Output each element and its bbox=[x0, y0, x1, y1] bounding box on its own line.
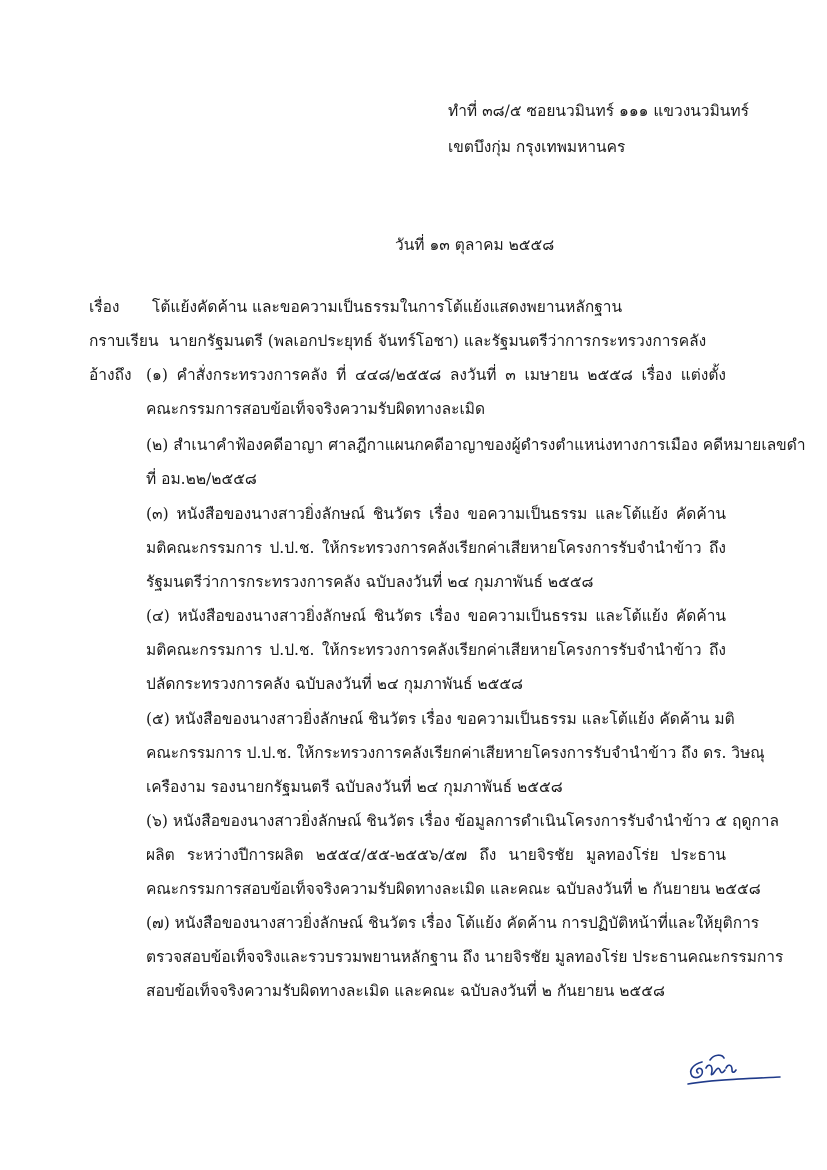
reference-line: คณะกรรมการ ป.ป.ช. ให้กระทรวงการคลังเรียกค่าเสียหายโครงการรับจำนำข้าว ถึง ดร. วิษณุ bbox=[146, 744, 765, 762]
reference-line: ปลัดกระทรวงการคลัง ฉบับลงวันที่ ๒๔ กุมภาพันธ์ ๒๕๕๘ bbox=[146, 675, 524, 693]
reference-line: (๑) คำสั่งกระทรวงการคลัง ที่ ๔๔๘/๒๕๕๘ ลงวันที่ ๓ เมษายน ๒๕๕๘ เรื่อง แต่งตั้ง bbox=[146, 366, 726, 384]
reference-line: (๒) สำเนาคำฟ้องคดีอาญา ศาลฎีกาแผนกคดีอาญาของผู้ดำรงตำแหน่งทางการเมือง คดีหมายเลขดำ bbox=[146, 436, 806, 454]
sender-address-line-1: ทำที่ ๓๘/๕ ซอยนวมินทร์ ๑๑๑ แขวงนวมินทร์ bbox=[448, 102, 749, 120]
handwritten-initials-signature bbox=[680, 1040, 790, 1090]
reference-line: คณะกรรมการสอบข้อเท็จจริงความรับผิดทางละเมิด และคณะ ฉบับลงวันที่ ๒ กันยายน ๒๕๕๘ bbox=[146, 880, 761, 898]
reference-line: สอบข้อเท็จจริงความรับผิดทางละเมิด และคณะ ฉบับลงวันที่ ๒ กันยายน ๒๕๕๘ bbox=[146, 982, 665, 1000]
reference-line: เครืองาม รองนายกรัฐมนตรี ฉบับลงวันที่ ๒๔ กุมภาพันธ์ ๒๕๕๘ bbox=[146, 778, 563, 796]
reference-line: (๔) หนังสือของนางสาวยิ่งลักษณ์ ชินวัตร เรื่อง ขอความเป็นธรรม และโต้แย้ง คัดค้าน bbox=[146, 607, 726, 625]
reference-line: ที่ อม.๒๒/๒๕๕๘ bbox=[146, 470, 257, 488]
reference-line: ตรวจสอบข้อเท็จจริงและรวบรวมพยานหลักฐาน ถึง นายจิรชัย มูลทองโร่ย ประธานคณะกรรมการ bbox=[146, 948, 784, 966]
addressee-text: นายกรัฐมนตรี (พลเอกประยุทธ์ จันทร์โอชา) และรัฐมนตรีว่าการกระทรวงการคลัง bbox=[169, 332, 707, 350]
reference-label: อ้างถึง bbox=[89, 366, 132, 384]
reference-line: มติคณะกรรมการ ป.ป.ช. ให้กระทรวงการคลังเรียกค่าเสียหายโครงการรับจำนำข้าว ถึง bbox=[146, 641, 726, 659]
reference-line: คณะกรรมการสอบข้อเท็จจริงความรับผิดทางละเมิด bbox=[146, 400, 486, 418]
addressee-label: กราบเรียน bbox=[89, 332, 159, 350]
subject-label: เรื่อง bbox=[89, 298, 120, 316]
reference-line: มติคณะกรรมการ ป.ป.ช. ให้กระทรวงการคลังเรียกค่าเสียหายโครงการรับจำนำข้าว ถึง bbox=[146, 539, 726, 557]
reference-line: ผลิต ระหว่างปีการผลิต ๒๕๕๔/๕๕-๒๕๕๖/๕๗ ถึง นายจิรชัย มูลทองโร่ย ประธาน bbox=[146, 846, 726, 864]
subject-text: โต้แย้งคัดค้าน และขอความเป็นธรรมในการโต้แย้งแสดงพยานหลักฐาน bbox=[152, 298, 623, 316]
reference-line: (๖) หนังสือของนางสาวยิ่งลักษณ์ ชินวัตร เรื่อง ข้อมูลการดำเนินโครงการรับจำนำข้าว ๕ ฤดูกาล bbox=[146, 812, 780, 830]
letter-date: วันที่ ๑๓ ตุลาคม ๒๕๕๘ bbox=[395, 236, 555, 254]
reference-line: (๕) หนังสือของนางสาวยิ่งลักษณ์ ชินวัตร เรื่อง ขอความเป็นธรรม และโต้แย้ง คัดค้าน มติ bbox=[146, 710, 735, 728]
reference-line: (๓) หนังสือของนางสาวยิ่งลักษณ์ ชินวัตร เรื่อง ขอความเป็นธรรม และโต้แย้ง คัดค้าน bbox=[146, 505, 726, 523]
sender-address-line-2: เขตบึงกุ่ม กรุงเทพมหานคร bbox=[448, 138, 626, 156]
reference-line: รัฐมนตรีว่าการกระทรวงการคลัง ฉบับลงวันที่ ๒๔ กุมภาพันธ์ ๒๕๕๘ bbox=[146, 573, 594, 591]
reference-line: (๗) หนังสือของนางสาวยิ่งลักษณ์ ชินวัตร เรื่อง โต้แย้ง คัดค้าน การปฏิบัติหน้าที่และให้ยุติการ bbox=[146, 914, 760, 932]
